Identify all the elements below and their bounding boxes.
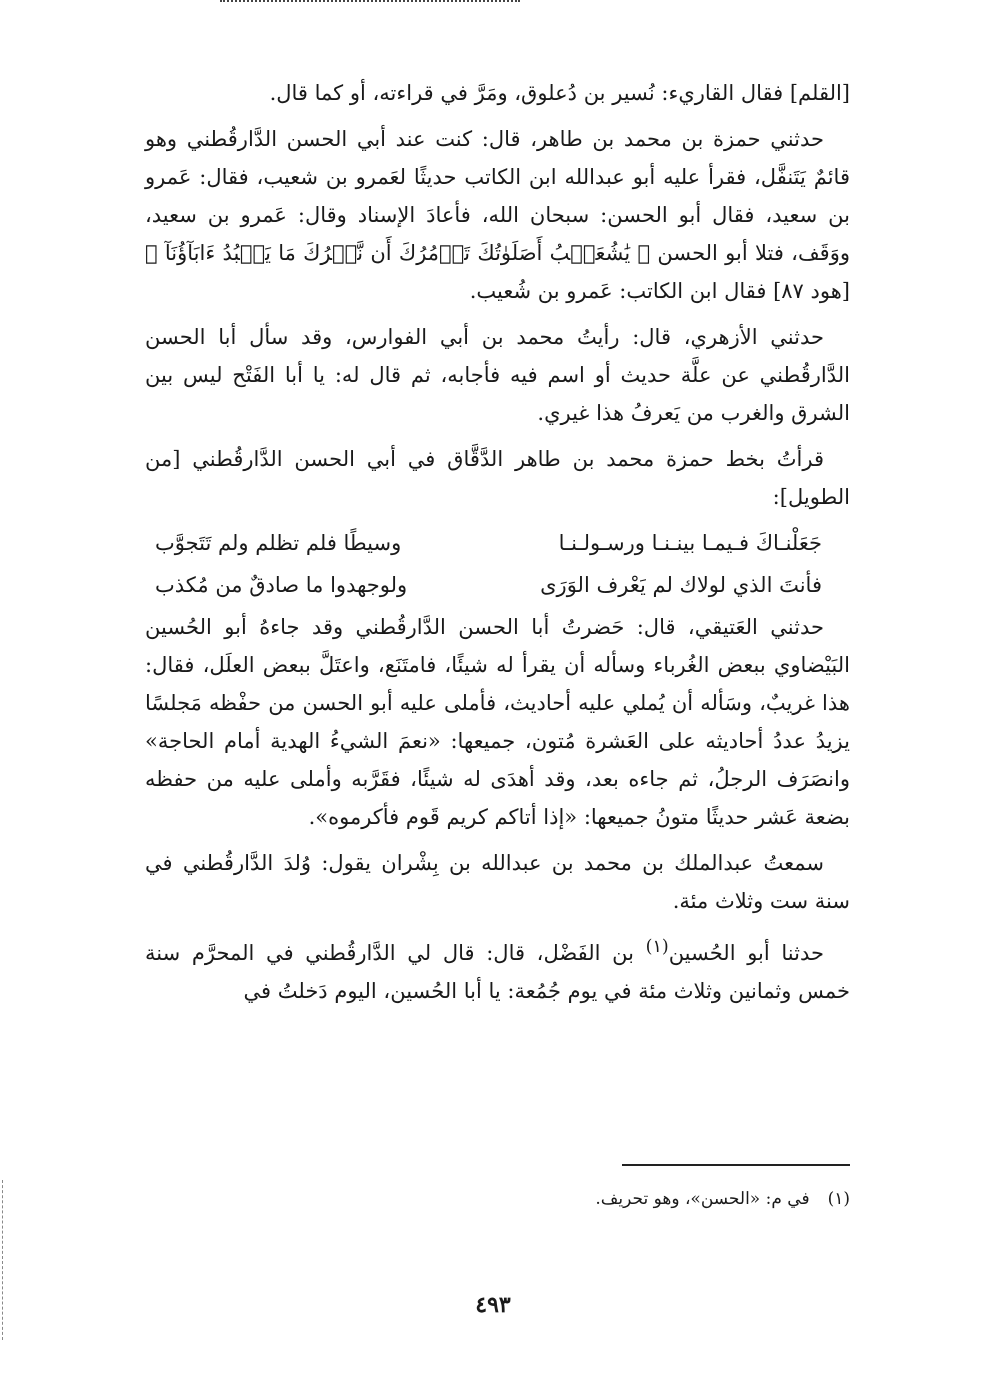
verse-second-hemistich: ولوجهدوا ما صادقٌ من مُكذب: [155, 573, 408, 597]
paragraph: سمعتُ عبدالملك بن محمد بن عبدالله بن بِشْران يقول: وُلدَ الدَّارقُطني في سنة ست وثلاث مئة.: [145, 851, 850, 913]
poem-verse: [145, 524, 850, 562]
footnote-divider: [622, 1164, 850, 1166]
paragraph: قرأتُ بخط حمزة محمد بن طاهر الدَّقَّاق في أبي الحسن الدَّارقُطني [من الطويل]:: [145, 447, 850, 509]
paragraph: [القلم] فقال القاريء: نُسير بن دُعلوق، ومَرَّ في قراءته، أو كما قال.: [269, 81, 850, 105]
footnote-marker: (١): [645, 937, 669, 957]
paragraph-text: حدثنا أبو الحُسين: [668, 941, 824, 965]
footnote-number: (١): [827, 1189, 850, 1209]
footnote-text: في م: «الحسن»، وهو تحريف.: [595, 1189, 810, 1209]
poem-verse: [145, 566, 850, 604]
paragraph: [145, 928, 850, 1010]
page-body: [145, 74, 850, 1018]
paragraph: حدثني حمزة بن محمد بن طاهر، قال: كنت عند أبي الحسن الدَّارقُطني وهو قائمٌ يَتَنفَّل، فقرأ عليه أبو عبدالله ابن الكاتب حديثًا لعَمرو بن شعيب، فقال: عَمرو بن سعيد، فقال أبو الحسن: سبحان الله، فأعادَ الإسناد وقال: عَمرو بن سعيد، ووَقَف، فتلا أبو الحسن ﴿ يَٰشُعَيۡبُ أَصَلَوٰتُكَ تَأۡمُرُكَ أَن نَّتۡرُكَ مَا يَعۡبُدُ ءَابَآؤُنَآ ﴾ [هود ٨٧] فقال ابن الكاتب: عَمرو بن شُعيب.: [145, 127, 850, 303]
footnote: [145, 1186, 850, 1212]
paragraph: حدثني الأزهري، قال: رأيتُ محمد بن أبي الفوارس، وقد سأل أبا الحسن الدَّارقُطني عن علَّة حديث أو اسم فيه فأجابه، ثم قال له: يا أبا الفَتْح ليس بين الشرق والغرب من يَعرفُ هذا غيري.: [145, 325, 850, 425]
verse-first-hemistich: فأنتَ الذي لولاك لم يَعْرف الوَرَى: [540, 573, 822, 597]
scan-edge-top: [220, 0, 520, 6]
page-number: ٤٩٣: [475, 1292, 511, 1318]
paragraph-text: بن الفَضْل، قال: قال لي الدَّارقُطني في المحرَّم سنة خمس وثمانين وثلاث مئة في يوم جُمُعة: يا أبا الحُسين، اليوم دَخلتُ في: [145, 941, 850, 1003]
verse-first-hemistich: جَعَلْنـاكَ فـيمـا بينـنـا ورسـولـنـا: [558, 531, 822, 555]
verse-second-hemistich: وسيطًا فلم تظلم ولم تَتَجوَّب: [155, 531, 402, 555]
paragraph: حدثني العَتيقي، قال: حَضرتُ أبا الحسن الدَّارقُطني وقد جاءهُ أبو الحُسين البَيْضاوي ببعض الغُرباء وسأله أن يقرأ له شيئًا، فامتَنَع، واعتَلَّ ببعض العلَل، فقال: هذا غريبٌ، وسَأله أن يُملي عليه أحاديث، فأملى عليه أبو الحسن من حفْظه مَجلسًا يزيدُ عددُ أحاديثه على العَشرة مُتون، جميعها: «نعمَ الشيءُ الهدية أمام الحاجة» وانصَرَف الرجلُ، ثم جاءه بعد، وقد أهدَى له شيئًا، فقَرَّبه وأملى عليه من حفظه بضعة عَشر حديثًا متونُ جميعها: «إذا أتاكم كريم قَوم فأكرموه».: [145, 615, 850, 829]
